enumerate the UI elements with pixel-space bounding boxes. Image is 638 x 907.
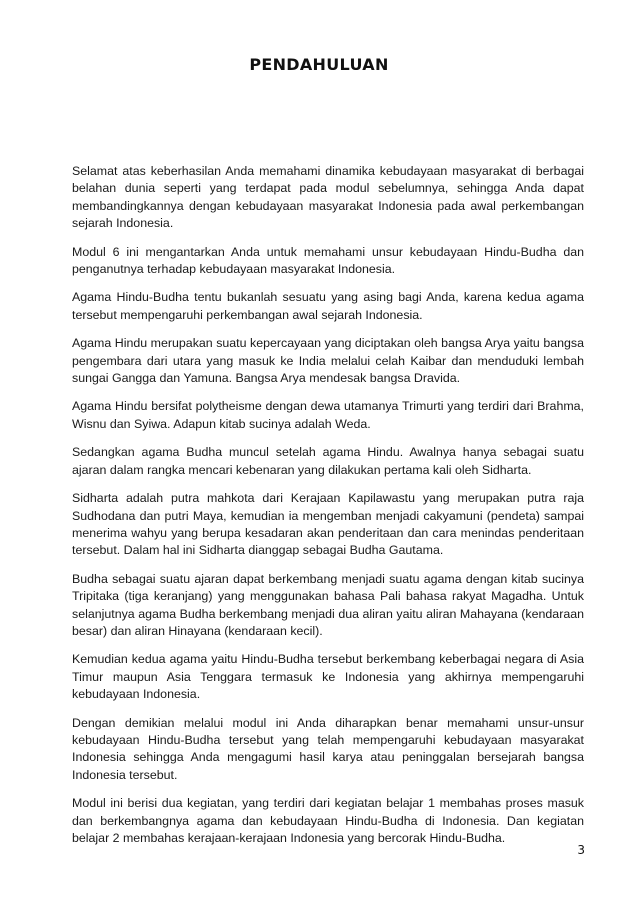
paragraph-4: Agama Hindu merupakan suatu kepercayaan yang diciptakan oleh bangsa Arya yaitu bangsa pengembara dari utara yang masuk ke India melalui celah Kaibar dan menduduki lembah sungai Gangga dan Yamuna. Bangsa Arya mendesak bangsa Dravida. (72, 336, 584, 386)
paragraph-7: Sidharta adalah putra mahkota dari Kerajaan Kapilawastu yang merupakan putra raja Sudhodana dan putri Maya, kemudian ia mengemban menjadi cakyamuni (pendeta) sampai menerima wahyu yang berupa kesadaran akan penderitaan dan cara menindas penderitaan tersebut. Dalam hal ini Sidharta dianggap sebagai Budha Gautama. (72, 491, 584, 558)
page-title: PENDAHULUAN (249, 55, 389, 74)
page-number: 3 (577, 843, 585, 857)
paragraph-6: Sedangkan agama Budha muncul setelah agama Hindu. Awalnya hanya sebagai suatu ajaran dalam rangka mencari kebenaran yang dilakukan pertama kali oleh Sidharta. (72, 445, 584, 477)
paragraph-11: Modul ini berisi dua kegiatan, yang terdiri dari kegiatan belajar 1 membahas proses masuk dan berkembangnya agama dan kebudayaan Hindu-Budha di Indonesia. Dan kegiatan belajar 2 membahas kerajaan-kerajaan Indonesia yang bercorak Hindu-Budha. (72, 796, 584, 845)
paragraph-8: Budha sebagai suatu ajaran dapat berkembang menjadi suatu agama dengan kitab sucinya Tripitaka (tiga keranjang) yang menggunakan bahasa Pali bahasa rakyat Magadha. Untuk selanjutnya agama Budha berkembang menjadi dua aliran yaitu aliran Mahayana (kendaraan besar) dan aliran Hinayana (kendaraan kecil). (72, 571, 584, 638)
paragraph-1: Selamat atas keberhasilan Anda memahami dinamika kebudayaan masyarakat di berbagai belahan dunia seperti yang terdapat pada modul sebelumnya, sehingga Anda dapat membandingkannya dengan kebudayaan masyarakat Indonesia pada awal perkembangan sejarah Indonesia. (72, 164, 584, 231)
document-body (72, 163, 584, 858)
paragraph-5: Agama Hindu bersifat polytheisme dengan dewa utamanya Trimurti yang terdiri dari Brahma, Wisnu dan Syiwa. Adapun kitab sucinya adalah Weda. (72, 399, 584, 431)
paragraph-10: Dengan demikian melalui modul ini Anda diharapkan benar memahami unsur-unsur kebudayaan Hindu-Budha tersebut yang telah mempengaruhi kebudayaan masyarakat Indonesia sehingga Anda mengagumi hasil karya atau peninggalan bersejarah bangsa Indonesia tersebut. (72, 715, 584, 782)
paragraph-2: Modul 6 ini mengantarkan Anda untuk memahami unsur kebudayaan Hindu-Budha dan penganutnya terhadap kebudayaan masyarakat Indonesia. (72, 244, 584, 277)
paragraph-9: Kemudian kedua agama yaitu Hindu-Budha tersebut berkembang keberbagai negara di Asia Timur maupun Asia Tenggara termasuk ke Indonesia yang akhirnya mempengaruhi kebudayaan Indonesia. (72, 652, 584, 702)
paragraph-3: Agama Hindu-Budha tentu bukanlah sesuatu yang asing bagi Anda, karena kedua agama tersebut mempengaruhi perkembangan awal sejarah Indonesia. (72, 290, 584, 322)
